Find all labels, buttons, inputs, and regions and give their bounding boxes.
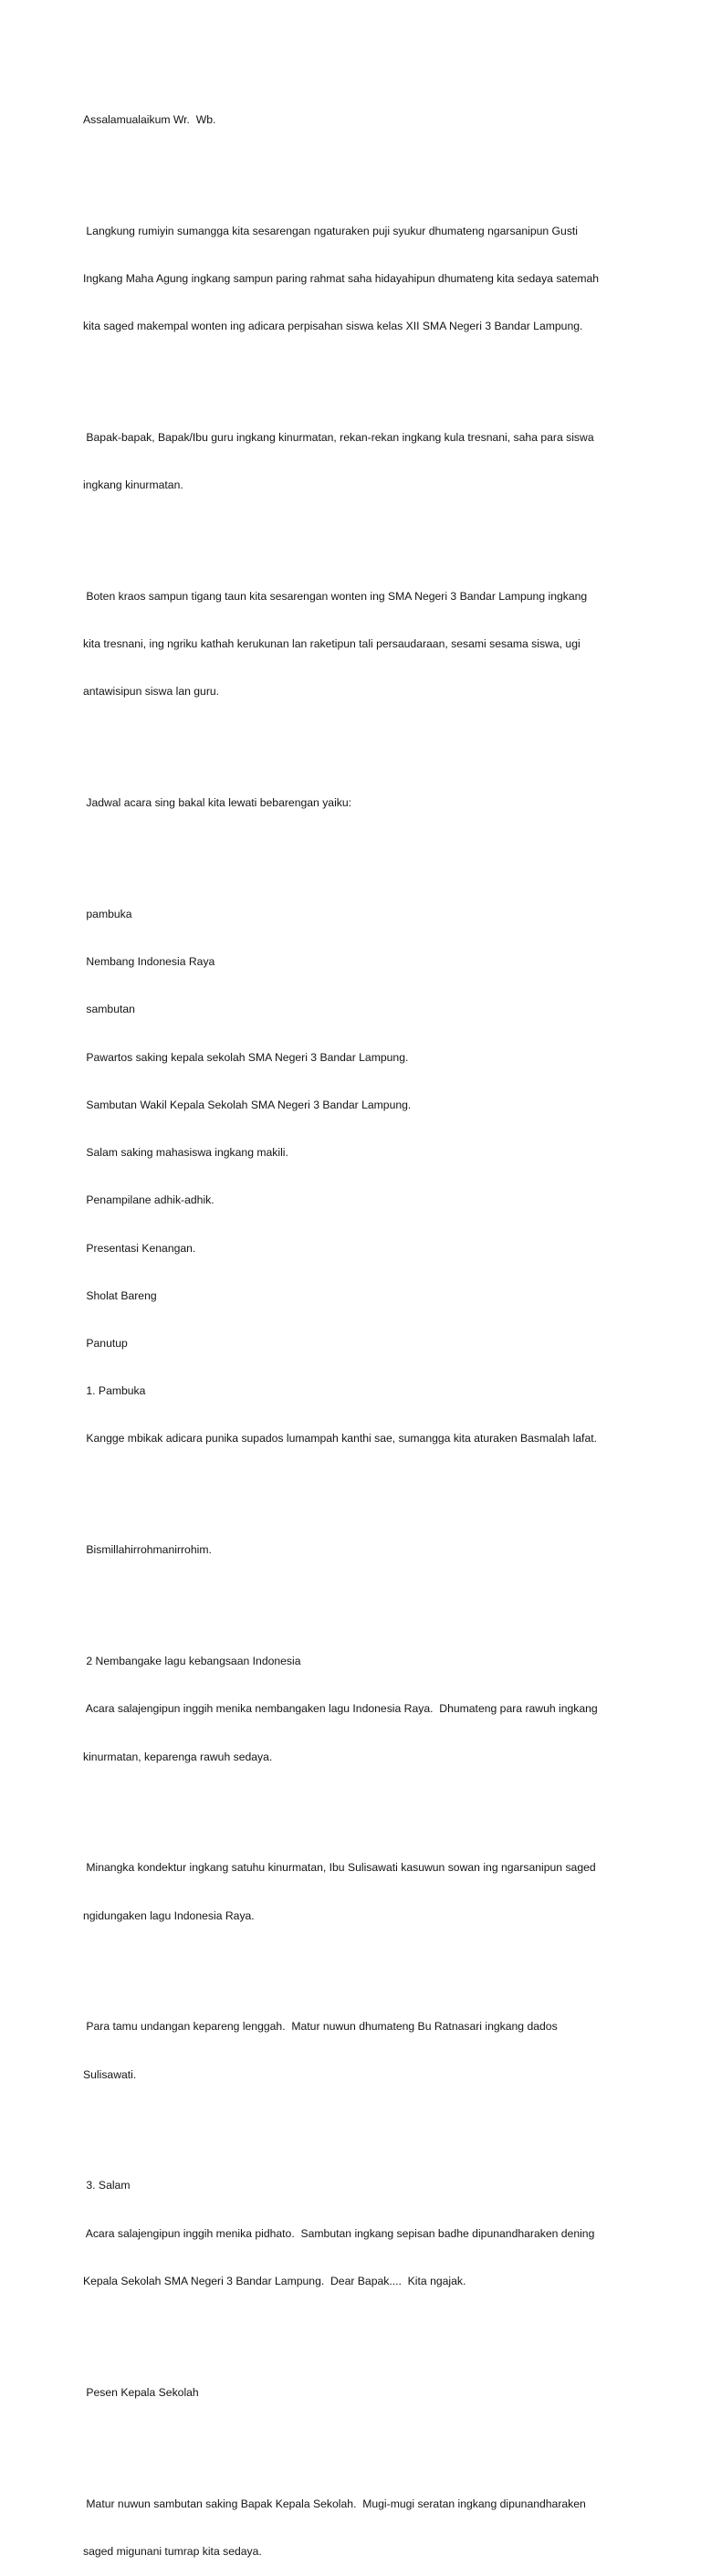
section-3-text-line-1: Acara salajengipun inggih menika pidhato. Sambutan ingkang sepisan badhe dipunandharaken dening bbox=[83, 2226, 595, 2240]
basmalah-line: Bismillahirrohmanirrohim. bbox=[83, 1543, 212, 1557]
schedule-item: Presentasi Kenangan. bbox=[83, 1241, 196, 1255]
schedule-item: sambutan bbox=[83, 1003, 135, 1016]
paragraph-3-line-1: Boten kraos sampun tigang taun kita sesarengan wonten ing SMA Negeri 3 Bandar Lampung ingkang bbox=[83, 589, 588, 603]
paragraph-1-line-1: Langkung rumiyin sumangga kita sesarengan ngaturaken puji syukur dhumateng ngarsanipun Gusti bbox=[83, 224, 579, 237]
section-1-heading: 1. Pambuka bbox=[83, 1384, 146, 1398]
schedule-item: Salam saking mahasiswa ingkang makili. bbox=[83, 1146, 288, 1160]
guests-line-2: Sulisawati. bbox=[83, 2067, 137, 2081]
paragraph-1-line-3: kita saged makempal wonten ing adicara perpisahan siswa kelas XII SMA Negeri 3 Bandar Lampung. bbox=[83, 320, 583, 333]
section-2-text-line-2: kinurmatan, keparenga rawuh sedaya. bbox=[83, 1750, 273, 1763]
schedule-item: Pawartos saking kepala sekolah SMA Negeri 3 Bandar Lampung. bbox=[83, 1050, 409, 1064]
greeting-line: Assalamualaikum Wr. Wb. bbox=[83, 112, 216, 126]
schedule-item: pambuka bbox=[83, 908, 132, 921]
schedule-item: Sholat Bareng bbox=[83, 1288, 157, 1302]
closing-line-1: Matur nuwun sambutan saking Bapak Kepala Sekolah. Mugi-mugi seratan ingkang dipunandharaken bbox=[83, 2497, 586, 2510]
paragraph-3-line-2: kita tresnani, ing ngriku kathah kerukunan lan raketipun tali persaudaraan, sesami sesama siswa, ugi bbox=[83, 637, 581, 651]
section-3-heading: 3. Salam bbox=[83, 2179, 131, 2192]
guests-line-1: Para tamu undangan kepareng lenggah. Matur nuwun dhumateng Bu Ratnasari ingkang dados bbox=[83, 2020, 558, 2034]
principal-message-heading: Pesen Kepala Sekolah bbox=[83, 2385, 199, 2399]
paragraph-3-line-3: antawisipun siswa lan guru. bbox=[83, 685, 220, 699]
document-page bbox=[83, 80, 631, 2576]
section-2-text-line-1: Acara salajengipun inggih menika nembangaken lagu Indonesia Raya. Dhumateng para rawuh ingkang bbox=[83, 1702, 598, 1716]
schedule-item: Sambutan Wakil Kepala Sekolah SMA Negeri 3 Bandar Lampung. bbox=[83, 1098, 412, 1111]
conductor-line-1: Minangka kondektur ingkang satuhu kinurmatan, Ibu Sulisawati kasuwun sowan ing ngarsanipun saged bbox=[83, 1861, 596, 1875]
paragraph-2-line-2: ingkang kinurmatan. bbox=[83, 478, 183, 492]
section-1-text: Kangge mbikak adicara punika supados lumampah kanthi sae, sumangga kita aturaken Basmalah lafat. bbox=[83, 1432, 597, 1446]
conductor-line-2: ngidungaken lagu Indonesia Raya. bbox=[83, 1908, 255, 1922]
schedule-item: Penampilane adhik-adhik. bbox=[83, 1193, 214, 1207]
paragraph-2-line-1: Bapak-bapak, Bapak/Ibu guru ingkang kinurmatan, rekan-rekan ingkang kula tresnani, saha para siswa bbox=[83, 430, 594, 444]
section-2-heading: 2 Nembangake lagu kebangsaan Indonesia bbox=[83, 1655, 301, 1668]
schedule-item: Panutup bbox=[83, 1337, 128, 1351]
section-3-text-line-2: Kepala Sekolah SMA Negeri 3 Bandar Lampung. Dear Bapak.... Kita ngajak. bbox=[83, 2274, 466, 2287]
schedule-intro: Jadwal acara sing bakal kita lewati bebarengan yaiku: bbox=[83, 796, 352, 810]
paragraph-1-line-2: Ingkang Maha Agung ingkang sampun paring rahmat saha hidayahipun dhumateng kita sedaya satemah bbox=[83, 271, 600, 285]
schedule-item: Nembang Indonesia Raya bbox=[83, 955, 215, 969]
closing-line-2: saged migunani tumrap kita sedaya. bbox=[83, 2544, 262, 2558]
